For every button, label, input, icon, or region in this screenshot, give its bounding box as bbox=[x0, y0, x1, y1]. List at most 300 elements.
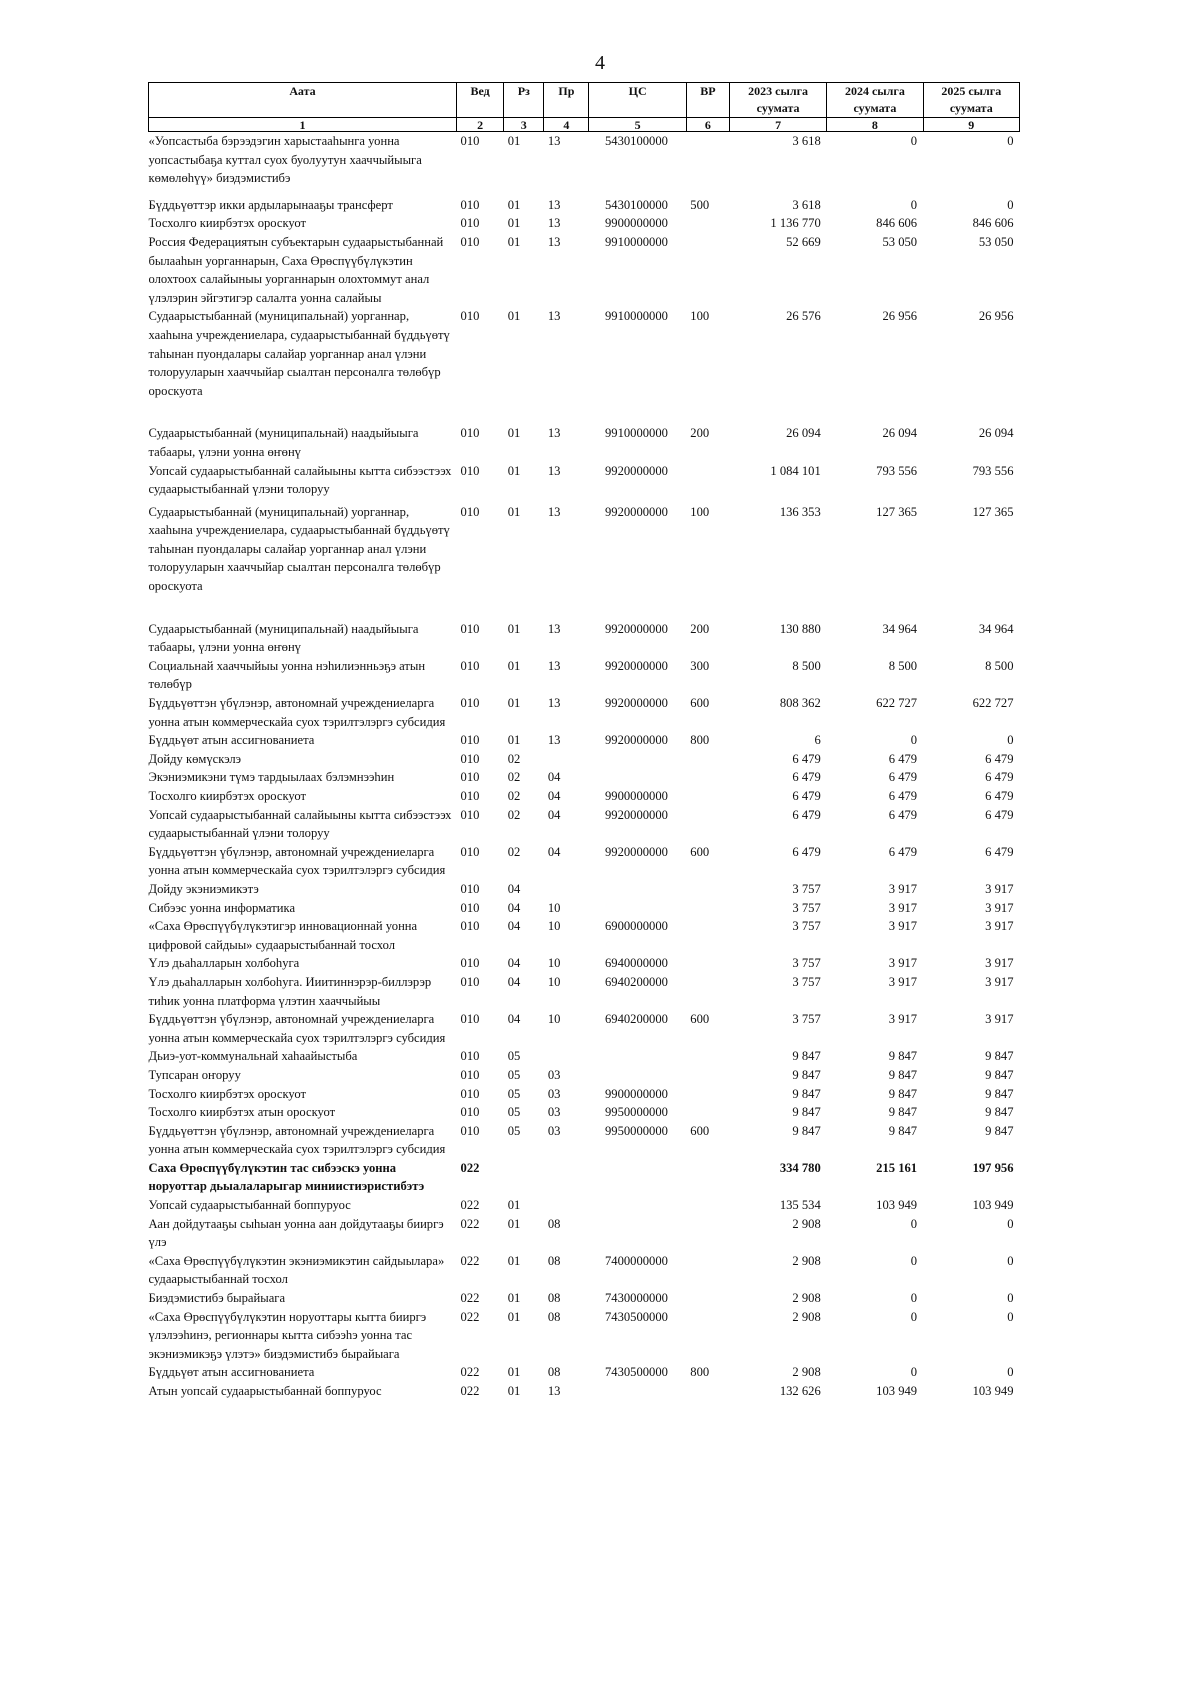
row-name: Экэниэмикэни түмэ тардыылаах бэлэмнээһин bbox=[148, 770, 395, 785]
row-cs: 7430500000 bbox=[604, 1365, 668, 1380]
header-2023: 2023 сылга суумата bbox=[729, 83, 826, 118]
column-number: 6 bbox=[686, 118, 729, 132]
row-amount-2025: 53 050 bbox=[978, 234, 1014, 249]
row-name: Тосхолго киирбэтэх ороскуот bbox=[148, 216, 307, 231]
table-row bbox=[149, 1308, 1020, 1364]
row-amount-2023: 26 094 bbox=[786, 426, 821, 441]
row-ved: 010 bbox=[460, 234, 480, 249]
row-pr: 03 bbox=[547, 1123, 561, 1138]
row-rz: 02 bbox=[507, 751, 521, 766]
row-amount-2023: 3 757 bbox=[792, 881, 821, 896]
row-cs bbox=[589, 768, 686, 787]
row-cs bbox=[589, 1066, 686, 1085]
row-amount-2023: 8 500 bbox=[792, 658, 821, 673]
row-rz: 04 bbox=[507, 974, 521, 989]
row-rz: 02 bbox=[507, 844, 521, 859]
table-row bbox=[149, 899, 1020, 918]
table-row bbox=[149, 1382, 1020, 1401]
row-ved: 010 bbox=[460, 197, 480, 212]
row-ved: 010 bbox=[460, 919, 480, 934]
table-row bbox=[149, 233, 1020, 307]
row-cs: 9900000000 bbox=[604, 216, 668, 231]
row-amount-2023: 135 534 bbox=[779, 1198, 821, 1213]
table-row bbox=[149, 694, 1020, 731]
table-row bbox=[149, 768, 1020, 787]
row-vr bbox=[686, 1289, 729, 1308]
row-rz: 04 bbox=[507, 956, 521, 971]
row-vr bbox=[686, 917, 729, 954]
row-amount-2025: 9 847 bbox=[985, 1067, 1014, 1082]
row-cs: 5430100000 bbox=[604, 197, 668, 212]
row-pr: 13 bbox=[547, 621, 561, 636]
row-vr: 300 bbox=[690, 658, 710, 673]
row-amount-2024: 0 bbox=[910, 1309, 918, 1324]
row-vr bbox=[686, 1196, 729, 1215]
row-ved: 010 bbox=[460, 696, 480, 711]
row-amount-2024: 0 bbox=[910, 1216, 918, 1231]
row-vr bbox=[686, 787, 729, 806]
row-name: «Саха Өрөспүүбүлүкэтигэр инновационнай уонна цифровой сайдыы» судаарыстыбаннай тосхол bbox=[148, 919, 418, 952]
row-pr: 04 bbox=[547, 807, 561, 822]
row-ved: 010 bbox=[460, 1012, 480, 1027]
row-rz: 01 bbox=[507, 1309, 521, 1324]
row-name: Социальнай хааччыйыы уонна нэһилиэнньэҕэ атын төлөбүр bbox=[148, 658, 426, 692]
row-amount-2024: 3 917 bbox=[888, 919, 918, 934]
row-vr bbox=[686, 462, 729, 503]
row-rz: 01 bbox=[507, 216, 521, 231]
row-ved: 010 bbox=[460, 134, 480, 148]
row-amount-2024: 9 847 bbox=[888, 1105, 918, 1120]
row-cs: 9920000000 bbox=[604, 696, 668, 711]
row-amount-2025: 0 bbox=[1007, 1216, 1014, 1231]
row-amount-2024: 9 847 bbox=[888, 1067, 918, 1082]
table-row bbox=[149, 787, 1020, 806]
row-pr: 13 bbox=[547, 134, 561, 148]
table-row bbox=[149, 1066, 1020, 1085]
table-row bbox=[149, 424, 1020, 461]
row-amount-2024: 127 365 bbox=[876, 504, 918, 519]
row-name: «Саха Өрөспүүбүлүкэтин норуоттары кытта бииргэ үлэлээһинэ, регионнары кытта сибээһэ уонна тас экэниэмикэҕэ үлэтэ» биэдэмистибэ бырайыага bbox=[148, 1309, 427, 1361]
row-ved: 010 bbox=[460, 621, 480, 636]
row-cs: 7430000000 bbox=[604, 1291, 668, 1306]
row-vr bbox=[686, 214, 729, 233]
table-row bbox=[149, 954, 1020, 973]
row-amount-2025: 9 847 bbox=[985, 1105, 1014, 1120]
row-name: Бүддьүөт атын ассигнованиета bbox=[148, 733, 315, 748]
row-amount-2023: 3 757 bbox=[792, 900, 821, 915]
row-amount-2023: 136 353 bbox=[779, 504, 821, 519]
row-pr: 08 bbox=[547, 1253, 561, 1268]
row-amount-2023: 9 847 bbox=[792, 1105, 821, 1120]
row-pr: 03 bbox=[547, 1105, 561, 1120]
row-amount-2024: 0 bbox=[910, 1365, 918, 1380]
row-cs bbox=[589, 1047, 686, 1066]
row-vr bbox=[686, 1085, 729, 1104]
column-number-row bbox=[149, 118, 1020, 132]
row-name: Судаарыстыбаннай (муниципальнай) уорганнар, хааһына учреждениелара, судаарыстыбаннай бүддьүөтү таһынан пуондалары салайар уорганнар анал үлэни толорууларын хааччыйар сыалтан персоналга төлөбүр ороскуота bbox=[148, 504, 450, 594]
table-row bbox=[149, 1215, 1020, 1252]
row-name: Аан дойдутааҕы сыһыан уонна аан дойдутааҕы бииргэ үлэ bbox=[148, 1216, 444, 1250]
row-amount-2025: 127 365 bbox=[972, 504, 1014, 519]
row-amount-2023: 9 847 bbox=[792, 1086, 821, 1101]
row-amount-2023: 334 780 bbox=[779, 1160, 821, 1175]
row-pr: 08 bbox=[547, 1291, 561, 1306]
table-row bbox=[149, 731, 1020, 750]
row-pr bbox=[544, 750, 589, 769]
row-vr bbox=[686, 899, 729, 918]
row-vr bbox=[686, 1382, 729, 1401]
row-amount-2025: 622 727 bbox=[972, 696, 1014, 711]
header-vr: ВР bbox=[686, 83, 729, 118]
table-row bbox=[149, 1289, 1020, 1308]
row-vr bbox=[686, 806, 729, 843]
row-pr: 13 bbox=[547, 733, 561, 748]
row-rz: 01 bbox=[507, 234, 521, 249]
row-cs: 9920000000 bbox=[604, 658, 668, 673]
row-cs: 9920000000 bbox=[604, 504, 668, 519]
row-amount-2025: 0 bbox=[1007, 197, 1014, 212]
row-ved: 022 bbox=[460, 1216, 480, 1231]
row-vr bbox=[686, 1252, 729, 1289]
row-ved: 010 bbox=[460, 1086, 480, 1101]
row-rz: 05 bbox=[507, 1049, 521, 1064]
row-vr bbox=[686, 768, 729, 787]
row-rz: 05 bbox=[507, 1086, 521, 1101]
row-pr: 03 bbox=[547, 1067, 561, 1082]
table-row bbox=[149, 750, 1020, 769]
row-amount-2023: 132 626 bbox=[779, 1384, 821, 1398]
row-cs: 6940000000 bbox=[604, 956, 668, 971]
row-cs bbox=[589, 1215, 686, 1252]
table-row bbox=[149, 462, 1020, 503]
table-body bbox=[149, 132, 1020, 1401]
row-amount-2024: 9 847 bbox=[888, 1123, 918, 1138]
row-vr bbox=[686, 233, 729, 307]
row-ved: 010 bbox=[460, 1067, 480, 1082]
row-rz: 05 bbox=[507, 1105, 521, 1120]
row-cs: 9920000000 bbox=[604, 807, 668, 822]
row-amount-2023: 1 084 101 bbox=[770, 463, 821, 478]
row-pr: 08 bbox=[547, 1365, 561, 1380]
row-cs: 5430100000 bbox=[604, 134, 668, 148]
row-rz: 01 bbox=[507, 621, 521, 636]
row-ved: 010 bbox=[460, 504, 480, 519]
row-rz: 01 bbox=[507, 733, 521, 748]
row-amount-2023: 9 847 bbox=[792, 1123, 821, 1138]
column-number: 4 bbox=[544, 118, 589, 132]
row-ved: 022 bbox=[460, 1309, 480, 1324]
row-amount-2024: 0 bbox=[910, 1253, 918, 1268]
column-number: 5 bbox=[589, 118, 686, 132]
table-row bbox=[149, 132, 1020, 196]
header-pr: Пр bbox=[544, 83, 589, 118]
row-amount-2025: 6 479 bbox=[985, 770, 1014, 785]
row-rz bbox=[504, 1159, 544, 1196]
row-cs: 9910000000 bbox=[604, 309, 668, 324]
row-amount-2024: 793 556 bbox=[876, 463, 918, 478]
row-pr: 13 bbox=[547, 658, 561, 673]
row-cs: 9910000000 bbox=[604, 234, 668, 249]
table-row bbox=[149, 657, 1020, 694]
row-vr: 500 bbox=[690, 197, 710, 212]
table-row bbox=[149, 307, 1020, 424]
row-amount-2024: 26 956 bbox=[882, 309, 918, 324]
table-row bbox=[149, 806, 1020, 843]
table-row bbox=[149, 503, 1020, 620]
row-name: Тосхолго киирбэтэх ороскуот bbox=[148, 789, 307, 803]
header-2024: 2024 сылга суумата bbox=[827, 83, 923, 118]
row-pr: 10 bbox=[547, 974, 561, 989]
row-vr bbox=[686, 1047, 729, 1066]
row-amount-2025: 0 bbox=[1007, 1291, 1014, 1306]
row-name: Судаарыстыбаннай (муниципальнай) уорганнар, хааһына учреждениелара, судаарыстыбаннай бүддьүөтү таһынан пуондалары салайар уорганнар анал үлэни толорууларын хааччыйар сыалтан персоналга төлөбүр ороскуота bbox=[148, 309, 450, 398]
row-amount-2023: 6 479 bbox=[792, 844, 821, 859]
row-amount-2024: 3 917 bbox=[888, 881, 918, 896]
column-number: 8 bbox=[827, 118, 923, 132]
row-amount-2025: 26 094 bbox=[978, 426, 1014, 441]
row-amount-2025: 8 500 bbox=[985, 658, 1014, 673]
row-name: «Уопсастыба бэрээдэгин харыстааһынга уонна уопсастыбаҕа куттал суох буолуутун хааччыйыыга көмөлөһүү» биэдэмистибэ bbox=[148, 134, 422, 186]
row-amount-2023: 6 479 bbox=[792, 807, 821, 822]
header-2025: 2025 сылга суумата bbox=[923, 83, 1019, 118]
row-amount-2025: 6 479 bbox=[985, 789, 1014, 803]
row-vr bbox=[686, 880, 729, 899]
row-ved: 010 bbox=[460, 789, 480, 803]
column-number: 7 bbox=[729, 118, 826, 132]
table-row bbox=[149, 1363, 1020, 1382]
row-vr: 600 bbox=[690, 844, 710, 859]
table-row bbox=[149, 1010, 1020, 1047]
table-row bbox=[149, 1159, 1020, 1196]
header-ved: Вед bbox=[457, 83, 504, 118]
row-amount-2024: 3 917 bbox=[888, 974, 918, 989]
budget-table bbox=[148, 82, 1020, 1401]
row-amount-2024: 103 949 bbox=[876, 1198, 918, 1213]
row-vr: 200 bbox=[690, 426, 710, 441]
header-name: Аата bbox=[149, 83, 457, 118]
table-row bbox=[149, 1085, 1020, 1104]
row-amount-2024: 0 bbox=[910, 1291, 918, 1306]
row-amount-2023: 1 136 770 bbox=[770, 216, 821, 231]
row-name: Биэдэмистибэ бырайыага bbox=[148, 1291, 286, 1306]
row-name: Уопсай судаарыстыбаннай салайыыны кытта сибээстээх судаарыстыбаннай үлэни толоруу bbox=[148, 463, 452, 497]
row-pr: 13 bbox=[547, 696, 561, 711]
row-pr: 03 bbox=[547, 1086, 561, 1101]
page-number: 4 bbox=[595, 52, 605, 74]
row-pr: 08 bbox=[547, 1216, 561, 1231]
row-amount-2025: 0 bbox=[1007, 1365, 1014, 1380]
row-amount-2025: 103 949 bbox=[972, 1384, 1014, 1398]
row-amount-2023: 2 908 bbox=[792, 1309, 821, 1324]
row-ved: 010 bbox=[460, 309, 480, 324]
table-row bbox=[149, 917, 1020, 954]
row-amount-2023: 3 757 bbox=[792, 919, 821, 934]
row-name: Бүддьүөттэн үбүлэнэр, автономнай учреждениеларга уонна атын коммерческайа суох тэрилтэлэргэ субсидия bbox=[148, 844, 446, 878]
row-ved: 010 bbox=[460, 751, 480, 766]
table-row bbox=[149, 1047, 1020, 1066]
row-amount-2025: 0 bbox=[1007, 134, 1014, 148]
row-name: Уопсай судаарыстыбаннай салайыыны кытта сибээстээх судаарыстыбаннай үлэни толоруу bbox=[148, 807, 452, 841]
row-amount-2024: 846 606 bbox=[876, 216, 918, 231]
row-amount-2025: 3 917 bbox=[985, 881, 1014, 896]
row-amount-2023: 9 847 bbox=[792, 1067, 821, 1082]
row-amount-2025: 793 556 bbox=[972, 463, 1014, 478]
row-name: Дойду экэниэмикэтэ bbox=[148, 881, 259, 896]
row-cs: 6940200000 bbox=[604, 1012, 668, 1027]
column-number: 3 bbox=[504, 118, 544, 132]
row-amount-2025: 9 847 bbox=[985, 1086, 1014, 1101]
row-vr: 600 bbox=[690, 1012, 710, 1027]
row-amount-2025: 0 bbox=[1007, 1309, 1014, 1324]
row-ved: 010 bbox=[460, 463, 480, 478]
row-ved: 010 bbox=[460, 974, 480, 989]
row-rz: 02 bbox=[507, 770, 521, 785]
row-pr: 13 bbox=[547, 234, 561, 249]
row-amount-2025: 6 479 bbox=[985, 751, 1014, 766]
row-name: Россия Федерациятын субъектарын судаарыстыбаннай былааһын уорганнарын, Саха Өрөспүүбүлүкэтин олохтоох салайыныы уорганнарын олохтоммут анал үлэлэрин эйгэтигэр салалта уонна салайыы bbox=[148, 234, 444, 305]
row-name: Бүддьүөттэн үбүлэнэр, автономнай учреждениеларга уонна атын коммерческайа суох тэрилтэлэргэ субсидия bbox=[148, 1012, 446, 1045]
row-pr: 04 bbox=[547, 844, 561, 859]
row-ved: 022 bbox=[460, 1253, 480, 1268]
row-rz: 01 bbox=[507, 197, 521, 212]
row-amount-2023: 6 bbox=[814, 733, 821, 748]
row-vr: 200 bbox=[690, 621, 710, 636]
row-amount-2024: 103 949 bbox=[876, 1384, 918, 1398]
row-vr: 800 bbox=[690, 733, 710, 748]
row-vr bbox=[686, 954, 729, 973]
row-amount-2024: 6 479 bbox=[888, 751, 918, 766]
row-name: Бүддьүөттэр икки ардыларынааҕы трансферт bbox=[148, 197, 393, 212]
row-amount-2023: 26 576 bbox=[786, 309, 821, 324]
row-ved: 022 bbox=[460, 1160, 480, 1175]
row-ved: 010 bbox=[460, 1105, 480, 1120]
row-pr: 13 bbox=[547, 309, 561, 324]
row-name: Үлэ дьаһалларын холбоһуга. Ииитиннэрэр-биллэрэр тиһик уонна платформа үлэтин хааччыйыы bbox=[148, 974, 432, 1008]
row-pr: 10 bbox=[547, 1012, 561, 1027]
row-amount-2024: 6 479 bbox=[888, 770, 918, 785]
table-row bbox=[149, 214, 1020, 233]
row-vr bbox=[686, 1159, 729, 1196]
row-name: Атын уопсай судаарыстыбаннай боппуруос bbox=[148, 1384, 382, 1398]
row-vr: 600 bbox=[690, 696, 710, 711]
row-cs bbox=[589, 1159, 686, 1196]
row-amount-2024: 6 479 bbox=[888, 789, 918, 803]
row-pr bbox=[544, 1196, 589, 1215]
row-pr: 04 bbox=[547, 770, 561, 785]
budget-table-container bbox=[148, 82, 1020, 1401]
row-name: Бүддьүөттэн үбүлэнэр, автономнай учреждениеларга уонна атын коммерческайа суох тэрилтэлэргэ субсидия bbox=[148, 1123, 446, 1157]
row-pr: 13 bbox=[547, 426, 561, 441]
row-amount-2023: 6 479 bbox=[792, 770, 821, 785]
row-name: Тосхолго киирбэтэх атын ороскуот bbox=[148, 1105, 336, 1120]
row-amount-2025: 0 bbox=[1007, 733, 1014, 748]
row-rz: 01 bbox=[507, 134, 521, 148]
row-amount-2025: 6 479 bbox=[985, 807, 1014, 822]
row-cs: 9920000000 bbox=[604, 463, 668, 478]
row-vr bbox=[686, 1103, 729, 1122]
row-vr bbox=[686, 1066, 729, 1085]
row-amount-2024: 0 bbox=[910, 733, 918, 748]
row-amount-2023: 2 908 bbox=[792, 1253, 821, 1268]
table-row bbox=[149, 1103, 1020, 1122]
row-pr: 10 bbox=[547, 956, 561, 971]
row-rz: 02 bbox=[507, 789, 521, 803]
row-cs: 9920000000 bbox=[604, 621, 668, 636]
row-ved: 022 bbox=[460, 1198, 480, 1213]
row-rz: 04 bbox=[507, 1012, 521, 1027]
row-amount-2023: 2 908 bbox=[792, 1365, 821, 1380]
table-row bbox=[149, 843, 1020, 880]
column-number: 1 bbox=[149, 118, 457, 132]
row-amount-2023: 3 757 bbox=[792, 956, 821, 971]
row-vr bbox=[686, 132, 729, 196]
row-amount-2024: 9 847 bbox=[888, 1049, 918, 1064]
row-cs: 7430500000 bbox=[604, 1309, 668, 1324]
table-row bbox=[149, 880, 1020, 899]
row-rz: 01 bbox=[507, 696, 521, 711]
row-cs: 9950000000 bbox=[604, 1105, 668, 1120]
row-ved: 010 bbox=[460, 900, 480, 915]
row-rz: 01 bbox=[507, 309, 521, 324]
row-pr bbox=[544, 880, 589, 899]
row-cs: 9910000000 bbox=[604, 426, 668, 441]
row-rz: 01 bbox=[507, 463, 521, 478]
row-amount-2024: 0 bbox=[910, 134, 918, 148]
row-name: Саха Өрөспүүбүлүкэтин тас сибээскэ уонна норуоттар дьыалаларыгар миниистиэристибэтэ bbox=[148, 1160, 425, 1194]
row-amount-2025: 9 847 bbox=[985, 1049, 1014, 1064]
row-amount-2024: 215 161 bbox=[876, 1160, 918, 1175]
row-amount-2024: 53 050 bbox=[882, 234, 918, 249]
row-amount-2024: 3 917 bbox=[888, 956, 918, 971]
row-ved: 010 bbox=[460, 426, 480, 441]
row-amount-2025: 6 479 bbox=[985, 844, 1014, 859]
row-amount-2024: 622 727 bbox=[876, 696, 918, 711]
row-pr: 13 bbox=[547, 463, 561, 478]
row-name: Дьиэ-уот-коммунальнай хаһаайыстыба bbox=[148, 1049, 358, 1064]
row-rz: 05 bbox=[507, 1123, 521, 1138]
row-vr: 100 bbox=[690, 504, 710, 519]
row-amount-2023: 9 847 bbox=[792, 1049, 821, 1064]
row-amount-2025: 9 847 bbox=[985, 1123, 1014, 1138]
row-amount-2024: 9 847 bbox=[888, 1086, 918, 1101]
row-amount-2024: 8 500 bbox=[888, 658, 918, 673]
row-name: Судаарыстыбаннай (муниципальнай) наадыйыыга табаары, үлэни уонна өҥөнү bbox=[148, 621, 419, 655]
row-amount-2025: 26 956 bbox=[978, 309, 1014, 324]
row-vr bbox=[686, 1215, 729, 1252]
table-row bbox=[149, 196, 1020, 215]
row-cs: 9950000000 bbox=[604, 1123, 668, 1138]
row-amount-2024: 6 479 bbox=[888, 844, 918, 859]
row-vr: 600 bbox=[690, 1123, 710, 1138]
row-ved: 022 bbox=[460, 1384, 480, 1398]
row-amount-2023: 3 618 bbox=[792, 197, 821, 212]
row-rz: 01 bbox=[507, 426, 521, 441]
row-amount-2023: 3 757 bbox=[792, 1012, 821, 1027]
row-amount-2024: 34 964 bbox=[882, 621, 918, 636]
row-rz: 01 bbox=[507, 504, 521, 519]
table-row bbox=[149, 1196, 1020, 1215]
row-amount-2025: 846 606 bbox=[972, 216, 1014, 231]
row-vr: 100 bbox=[690, 309, 710, 324]
row-vr bbox=[686, 973, 729, 1010]
row-amount-2025: 0 bbox=[1007, 1253, 1014, 1268]
row-amount-2023: 3 757 bbox=[792, 974, 821, 989]
row-pr: 08 bbox=[547, 1309, 561, 1324]
row-rz: 01 bbox=[507, 1291, 521, 1306]
row-name: Уопсай судаарыстыбаннай боппуруос bbox=[148, 1198, 351, 1213]
row-amount-2023: 130 880 bbox=[779, 621, 821, 636]
row-amount-2025: 3 917 bbox=[985, 919, 1014, 934]
